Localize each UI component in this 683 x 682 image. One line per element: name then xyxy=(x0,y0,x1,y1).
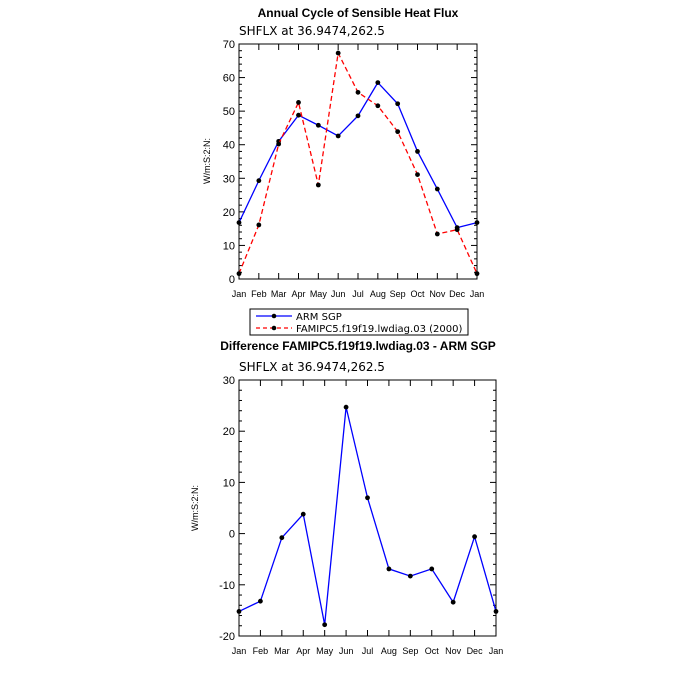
chart2-series-0-point xyxy=(237,609,242,614)
chart1-series-1-point xyxy=(475,271,480,276)
chart1-xtick-label: May xyxy=(309,289,327,299)
chart1-series-0-point xyxy=(395,101,400,106)
chart1-xtick-label: Feb xyxy=(251,289,267,299)
chart2-series-0-line xyxy=(239,407,496,625)
chart1-ytick-label: 40 xyxy=(222,139,235,152)
chart1-series-1-point xyxy=(356,90,361,95)
chart2-xtick-label: Oct xyxy=(424,646,439,656)
chart1-xtick-label: Mar xyxy=(270,289,287,299)
chart2-series-0-point xyxy=(365,495,370,500)
chart2-xtick-label: Mar xyxy=(274,646,290,656)
chart2-y-axis-label: W/m:S:2:N: xyxy=(190,484,200,532)
chart1-series-0-point xyxy=(435,187,440,192)
chart1-xtick-label: Jul xyxy=(352,289,364,299)
chart1-series-1-point xyxy=(395,129,400,134)
chart2-xtick-label: Jan xyxy=(488,646,504,656)
chart1-ytick-label: 60 xyxy=(222,72,235,85)
chart1-xtick-label: Jan xyxy=(231,289,247,299)
chart1-series-1-point xyxy=(256,223,261,228)
chart1-y-axis-label: W/m:S:2:N: xyxy=(202,137,212,185)
chart1-title: Annual Cycle of Sensible Heat Flux xyxy=(257,6,459,20)
chart2-series-0-point xyxy=(301,512,306,517)
chart1-series-0-point xyxy=(336,134,341,139)
chart1-subtitle: SHFLX at 36.9474,262.5 xyxy=(239,24,385,38)
chart2-title: Difference FAMIPC5.f19f19.lwdiag.03 - ARM SGP xyxy=(220,339,496,353)
chart1-series-1-point xyxy=(276,142,281,147)
chart1-series-0-line xyxy=(239,83,477,228)
chart1-xtick-label: Aug xyxy=(369,289,386,299)
annual-cycle-chart xyxy=(202,6,484,299)
chart1-xtick-label: Dec xyxy=(449,289,466,299)
chart1-xtick-label: Apr xyxy=(291,289,306,299)
legend-famip-label: FAMIPC5.f19f19.lwdiag.03 (2000) xyxy=(296,324,463,335)
chart1-xtick-label: Oct xyxy=(410,289,425,299)
chart1-ytick-label: 50 xyxy=(222,106,235,119)
chart1-xtick-label: Jun xyxy=(330,289,346,299)
chart2-xtick-label: Jul xyxy=(361,646,374,656)
difference-chart xyxy=(190,339,503,656)
legend-arm-marker xyxy=(272,314,277,319)
chart1-ytick-label: 0 xyxy=(228,274,235,286)
chart2-xtick-label: Sep xyxy=(402,646,419,656)
chart1-series-0-point xyxy=(256,178,261,183)
chart1-series-1-point xyxy=(435,232,440,237)
chart1-ytick-label: 20 xyxy=(222,206,235,219)
chart1-series-0-point xyxy=(356,113,361,118)
chart2-ytick-label: -10 xyxy=(219,579,235,592)
chart2-plot-frame xyxy=(239,380,496,636)
chart1-series-0-point xyxy=(415,149,420,154)
chart1-ytick-label: 70 xyxy=(222,39,235,51)
legend-arm-label: ARM SGP xyxy=(296,312,342,323)
chart2-series-0-point xyxy=(279,535,284,540)
chart2-ytick-label: -20 xyxy=(219,631,235,643)
chart2-subtitle: SHFLX at 36.9474,262.5 xyxy=(239,360,385,374)
chart2-series-0-point xyxy=(408,574,413,579)
chart1-plot-frame xyxy=(239,44,477,279)
chart1-xtick-label: Jan xyxy=(469,289,485,299)
chart1-xtick-label: Nov xyxy=(429,289,446,299)
chart1-series-1-line xyxy=(239,53,477,274)
chart2-xtick-label: Feb xyxy=(252,646,269,656)
chart2-xtick-label: Apr xyxy=(296,646,311,656)
chart1-ytick-label: 30 xyxy=(222,173,235,186)
chart1-series-0-point xyxy=(316,123,321,128)
chart1-series-1-point xyxy=(375,103,380,108)
chart2-series-0-point xyxy=(322,622,327,627)
chart2-series-0-point xyxy=(472,534,477,539)
legend-famip-marker xyxy=(272,326,277,331)
chart1-series-0-point xyxy=(375,80,380,85)
chart1-series-1-point xyxy=(415,172,420,177)
chart2-ytick-label: 0 xyxy=(228,528,235,541)
chart1-ytick-label: 10 xyxy=(222,240,235,253)
chart2-series-0-point xyxy=(258,599,263,604)
chart1-legend xyxy=(250,309,468,335)
chart1-series-1-point xyxy=(336,51,341,56)
chart2-series-0-point xyxy=(451,600,456,605)
chart2-series-0-point xyxy=(494,609,499,614)
chart2-series-0-point xyxy=(344,405,349,410)
chart1-series-0-point xyxy=(237,220,242,225)
chart2-series-0-point xyxy=(387,567,392,572)
chart1-series-1-point xyxy=(296,100,301,105)
chart2-ytick-label: 10 xyxy=(222,477,235,490)
chart1-xtick-label: Sep xyxy=(389,289,406,299)
chart2-ytick-label: 30 xyxy=(222,375,235,387)
chart2-ytick-label: 20 xyxy=(222,426,235,439)
chart1-series-1-point xyxy=(455,227,460,232)
chart2-xtick-label: Jun xyxy=(338,646,354,656)
chart1-series-1-point xyxy=(316,183,321,188)
chart2-xtick-label: Dec xyxy=(466,646,483,656)
chart1-series-1-point xyxy=(237,271,242,276)
chart2-xtick-label: May xyxy=(316,646,334,656)
chart2-xtick-label: Nov xyxy=(445,646,462,656)
chart2-series-0-point xyxy=(429,567,434,572)
chart2-xtick-label: Jan xyxy=(231,646,247,656)
chart1-series-0-point xyxy=(475,220,480,225)
chart2-xtick-label: Aug xyxy=(380,646,397,656)
chart1-series-0-point xyxy=(296,113,301,118)
